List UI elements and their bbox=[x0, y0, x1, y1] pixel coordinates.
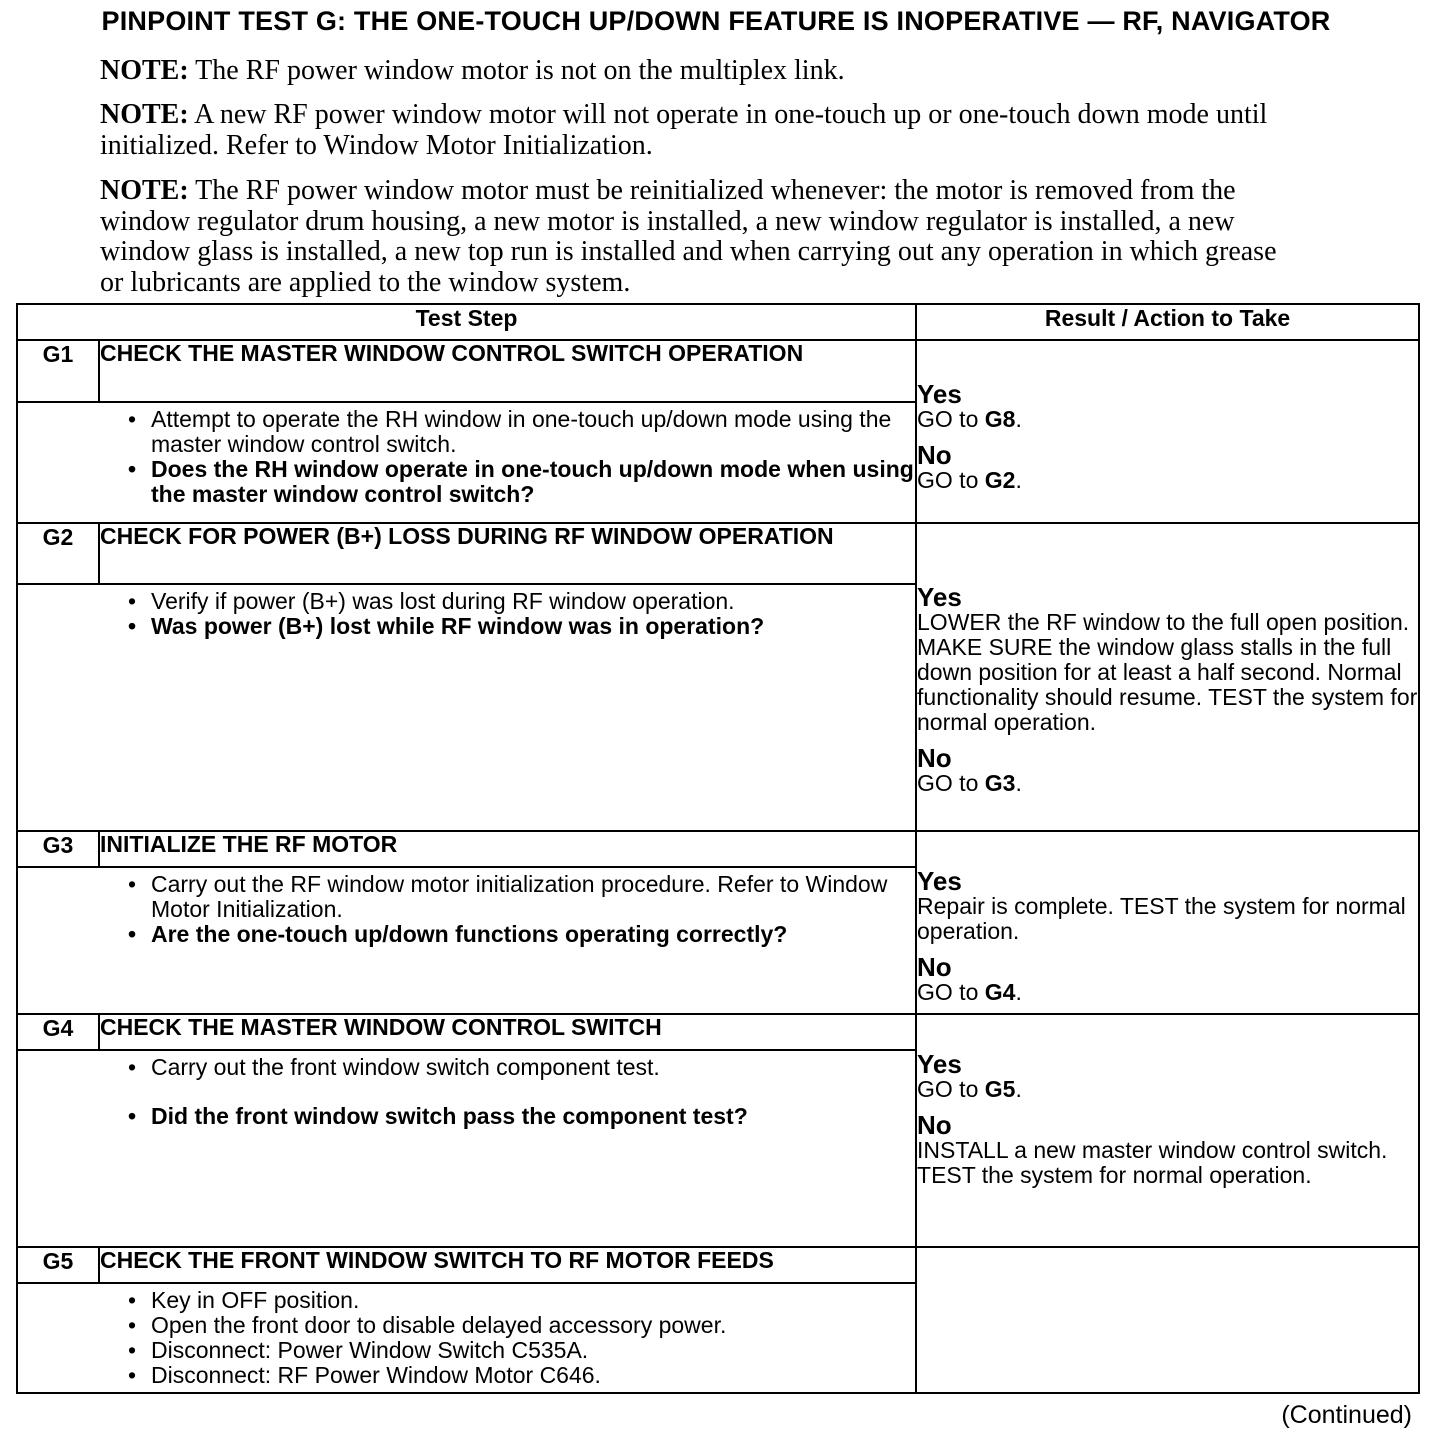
result-yes bbox=[917, 1051, 1418, 1102]
step-id: G2 bbox=[17, 523, 99, 584]
list-item: • Disconnect: Power Window Switch C535A. bbox=[18, 1338, 915, 1363]
note-reinitialize bbox=[100, 176, 1300, 298]
list-item: • Attempt to operate the RH window in one-touch up/down mode using the master window control switch. bbox=[18, 407, 915, 457]
step-title-row bbox=[17, 523, 1419, 584]
result-no bbox=[917, 745, 1418, 796]
yes-label: Yes bbox=[917, 582, 962, 612]
step-actions bbox=[17, 402, 916, 523]
note-label: NOTE: bbox=[100, 55, 189, 86]
list-item: • Carry out the front window switch component test. bbox=[18, 1055, 915, 1080]
goto-link[interactable]: G4 bbox=[984, 979, 1016, 1005]
note-initialization bbox=[100, 100, 1300, 161]
header-result: Result / Action to Take bbox=[916, 304, 1419, 340]
result-no bbox=[917, 1112, 1418, 1188]
yes-suffix: . bbox=[1015, 405, 1022, 432]
no-suffix: . bbox=[1015, 770, 1022, 796]
step-id: G3 bbox=[17, 831, 99, 867]
note-text: A new RF power window motor will not operate in one-touch up or one-touch down mode until initialized. Refer to Window Motor Initialization. bbox=[100, 99, 1268, 161]
step-title-row bbox=[17, 340, 1419, 402]
step-title-row bbox=[17, 1014, 1419, 1050]
no-label: No bbox=[917, 1110, 952, 1140]
yes-prefix: GO to bbox=[917, 1076, 985, 1102]
page-title: PINPOINT TEST G: THE ONE-TOUCH UP/DOWN FEATURE IS INOPERATIVE — RF, NAVIGATOR bbox=[101, 6, 1331, 36]
step-actions bbox=[17, 1283, 916, 1393]
list-item: • Disconnect: RF Power Window Motor C646. bbox=[18, 1363, 915, 1388]
result-no bbox=[917, 439, 1418, 493]
continued-label: (Continued) bbox=[1281, 1401, 1412, 1429]
no-text bbox=[917, 980, 1418, 1005]
note-text: The RF power window motor is not on the multiplex link. bbox=[188, 55, 845, 86]
yes-text bbox=[917, 407, 1418, 432]
result-yes bbox=[917, 868, 1418, 944]
step-title: CHECK THE MASTER WINDOW CONTROL SWITCH OPERATION bbox=[99, 340, 916, 402]
yes-label: Yes bbox=[917, 1049, 962, 1079]
step-title-row bbox=[17, 1247, 1419, 1283]
goto-link[interactable]: G2 bbox=[984, 466, 1016, 493]
list-item: • Verify if power (B+) was lost during RF window operation. bbox=[18, 589, 915, 614]
list-item: • Carry out the RF window motor initialization procedure. Refer to Window Motor Initialization. bbox=[18, 872, 915, 922]
step-result bbox=[916, 1247, 1419, 1393]
action-list bbox=[18, 1051, 915, 1129]
result-yes bbox=[917, 584, 1418, 735]
no-prefix: GO to bbox=[917, 979, 985, 1005]
list-item: • Key in OFF position. bbox=[18, 1288, 915, 1313]
yes-label: Yes bbox=[917, 378, 962, 409]
action-list bbox=[18, 868, 915, 947]
note-text: The RF power window motor must be reinitialized whenever: the motor is removed from the window regulator drum housing, a new motor is installed, a new window regulator is installed, a new window glass is installed, a new top run is installed and when carrying out any operation in which grease or lubricants are applied to the window system. bbox=[100, 175, 1277, 298]
step-title-row bbox=[17, 831, 1419, 867]
goto-link[interactable]: G3 bbox=[984, 770, 1016, 796]
no-label: No bbox=[917, 439, 952, 470]
pinpoint-test-table bbox=[16, 303, 1420, 1394]
list-item-question: • Does the RH window operate in one-touch up/down mode when using the master window control switch? bbox=[18, 457, 915, 507]
result-no bbox=[917, 954, 1418, 1005]
yes-label: Yes bbox=[917, 866, 962, 896]
no-suffix: . bbox=[1015, 466, 1022, 493]
step-result bbox=[916, 831, 1419, 1014]
step-result bbox=[916, 1014, 1419, 1247]
step-title: INITIALIZE THE RF MOTOR bbox=[99, 831, 916, 867]
step-result bbox=[916, 523, 1419, 831]
list-item-question: • Are the one-touch up/down functions operating correctly? bbox=[18, 922, 915, 947]
table-header-row bbox=[17, 304, 1419, 340]
no-label: No bbox=[917, 743, 952, 773]
no-prefix: GO to bbox=[917, 770, 985, 796]
step-title: CHECK THE FRONT WINDOW SWITCH TO RF MOTOR FEEDS bbox=[99, 1247, 916, 1283]
action-list bbox=[18, 585, 915, 639]
step-title: CHECK THE MASTER WINDOW CONTROL SWITCH bbox=[99, 1014, 916, 1050]
step-id: G1 bbox=[17, 340, 99, 402]
note-multiplex bbox=[100, 56, 1300, 87]
list-item-question: • Was power (B+) lost while RF window was in operation? bbox=[18, 614, 915, 639]
no-label: No bbox=[917, 952, 952, 982]
goto-link[interactable]: G5 bbox=[984, 1076, 1016, 1102]
yes-text bbox=[917, 1077, 1418, 1102]
action-list bbox=[18, 403, 915, 507]
yes-suffix: . bbox=[1015, 1076, 1022, 1102]
step-actions bbox=[17, 584, 916, 831]
no-prefix: GO to bbox=[917, 466, 985, 493]
step-id: G4 bbox=[17, 1014, 99, 1050]
no-suffix: . bbox=[1015, 979, 1022, 1005]
list-item-question: • Did the front window switch pass the component test? bbox=[18, 1104, 915, 1129]
note-label: NOTE: bbox=[100, 175, 189, 206]
yes-text: Repair is complete. TEST the system for normal operation. bbox=[917, 893, 1406, 944]
action-list bbox=[18, 1284, 915, 1388]
goto-link[interactable]: G8 bbox=[984, 405, 1016, 432]
no-text: INSTALL a new master window control switch. TEST the system for normal operation. bbox=[917, 1137, 1388, 1188]
list-item: • Open the front door to disable delayed accessory power. bbox=[18, 1313, 915, 1338]
step-result bbox=[916, 340, 1419, 523]
yes-text: LOWER the RF window to the full open position. MAKE SURE the window glass stalls in the full down position for at least a half second. Normal functionality should resume. TEST the system for normal operation. bbox=[917, 609, 1418, 735]
step-actions bbox=[17, 867, 916, 1014]
yes-prefix: GO to bbox=[917, 405, 985, 432]
result-yes bbox=[917, 378, 1418, 432]
step-id: G5 bbox=[17, 1247, 99, 1283]
step-actions bbox=[17, 1050, 916, 1247]
no-text bbox=[917, 468, 1418, 493]
note-label: NOTE: bbox=[100, 99, 189, 130]
header-test-step: Test Step bbox=[17, 304, 916, 340]
step-title: CHECK FOR POWER (B+) LOSS DURING RF WINDOW OPERATION bbox=[99, 523, 916, 584]
no-text bbox=[917, 771, 1418, 796]
